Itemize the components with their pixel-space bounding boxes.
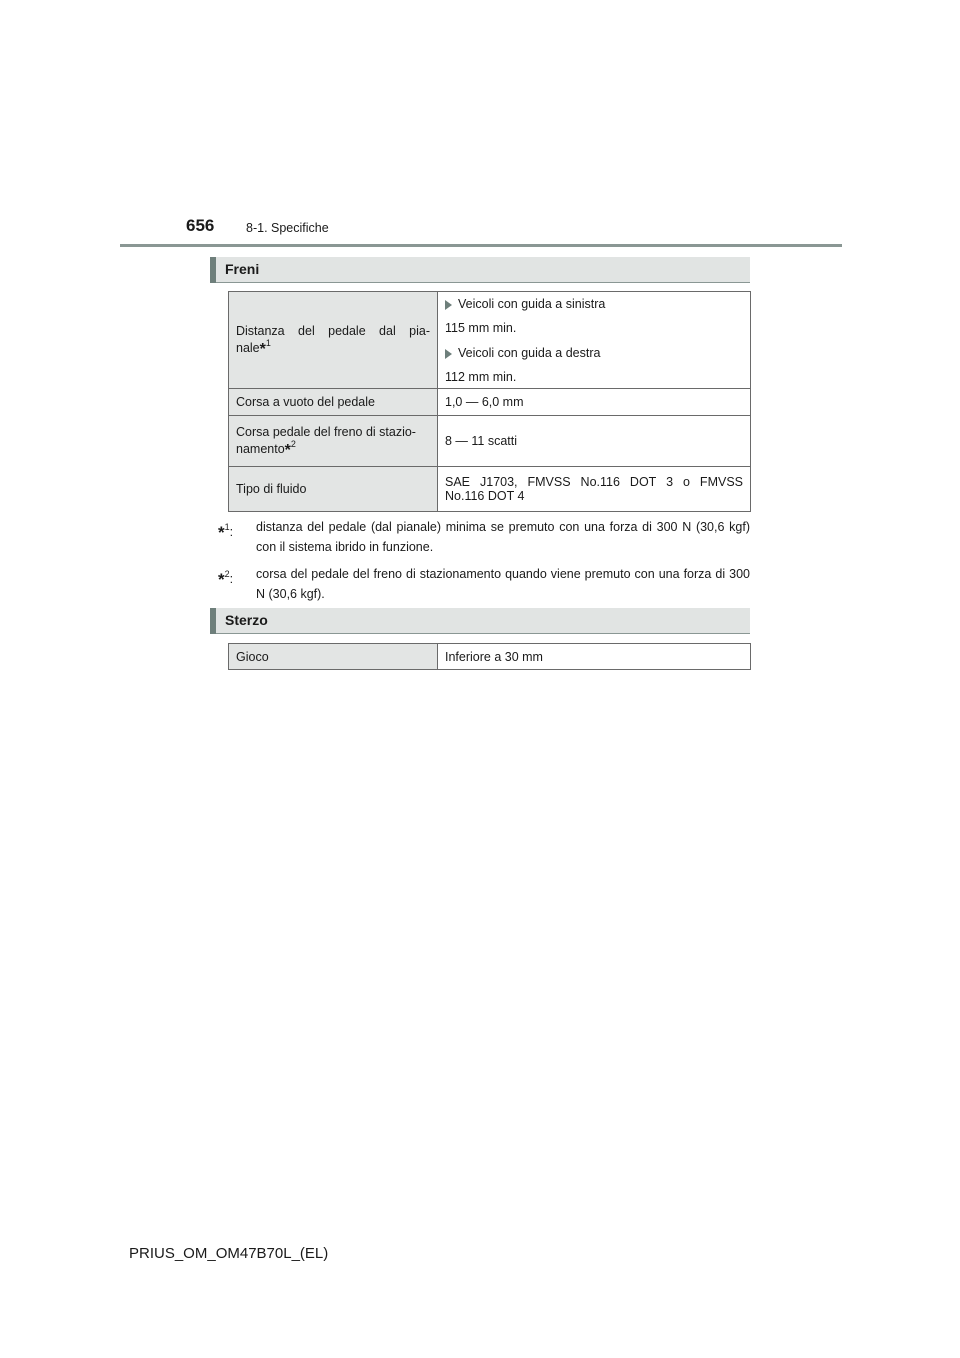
footnotes — [218, 517, 750, 611]
table-row — [229, 292, 751, 389]
footnote-ref: 2 — [290, 438, 296, 449]
triangle-bullet-icon — [445, 349, 452, 359]
steering-play-label: Gioco — [229, 644, 438, 670]
steering-play-value: Inferiore a 30 mm — [438, 644, 751, 670]
free-play-label: Corsa a vuoto del pedale — [229, 389, 438, 416]
table-row — [229, 416, 751, 467]
asterisk-icon: * — [218, 570, 225, 589]
label-line: Distanza del pedale dal pia- — [236, 323, 430, 338]
table-row — [229, 467, 751, 512]
asterisk-icon: * — [284, 441, 291, 459]
list-item — [445, 296, 743, 313]
section-title-brakes: Freni — [225, 261, 260, 277]
rhd-value: 112 mm min. — [445, 370, 517, 384]
pedal-distance-label — [229, 292, 438, 389]
document-code: PRIUS_OM_OM47B70L_(EL) — [129, 1245, 329, 1262]
label-line: namento — [236, 441, 285, 456]
section-accent-bar — [210, 608, 216, 634]
section-header-brakes — [210, 257, 750, 283]
parking-brake-value: 8 — 11 scatti — [438, 416, 751, 467]
fluid-type-label: Tipo di fluido — [229, 467, 438, 512]
table-row — [229, 644, 751, 670]
rhd-heading: Veicoli con guida a destra — [458, 346, 601, 360]
steering-spec-table — [228, 643, 751, 670]
footnote-item — [218, 564, 750, 604]
footnote-marker: *$^1$: — [218, 522, 234, 542]
section-breadcrumb: 8-1. Specifiche — [246, 221, 329, 235]
footnote-ref: 1 — [265, 337, 271, 348]
free-play-value: 1,0 — 6,0 mm — [438, 389, 751, 416]
pedal-distance-value — [438, 292, 751, 389]
lhd-value: 115 mm min. — [445, 321, 517, 335]
header-divider — [120, 244, 842, 247]
footnote-marker: *$^2$: — [218, 569, 234, 589]
footnote-text: distanza del pedale (dal pianale) minima se premuto con una forza di 300 N (30,6 kgf) con il sistema ibrido in funzione. — [256, 520, 750, 554]
footnote-item — [218, 517, 750, 557]
value-line: No.116 DOT 4 — [445, 489, 525, 503]
fluid-type-value — [438, 467, 751, 512]
page-number: 656 — [186, 216, 215, 235]
label-line: nale — [236, 340, 260, 355]
section-header-steering — [210, 608, 750, 634]
section-title-steering: Sterzo — [225, 612, 268, 628]
lhd-heading: Veicoli con guida a sinistra — [458, 297, 606, 311]
asterisk-icon: * — [259, 340, 266, 358]
label-line: Corsa pedale del freno di stazio- — [236, 424, 416, 439]
list-item — [445, 345, 743, 362]
triangle-bullet-icon — [445, 300, 452, 310]
parking-brake-label — [229, 416, 438, 467]
brakes-spec-table — [228, 291, 751, 512]
asterisk-icon: * — [218, 523, 225, 542]
table-row — [229, 389, 751, 416]
value-line: SAE J1703, FMVSS No.116 DOT 3 o FMVSS — [445, 475, 743, 489]
section-accent-bar — [210, 257, 216, 283]
footnote-text: corsa del pedale del freno di stazionamento quando viene premuto con una forza di 300 N (30,6 kgf). — [256, 567, 750, 601]
